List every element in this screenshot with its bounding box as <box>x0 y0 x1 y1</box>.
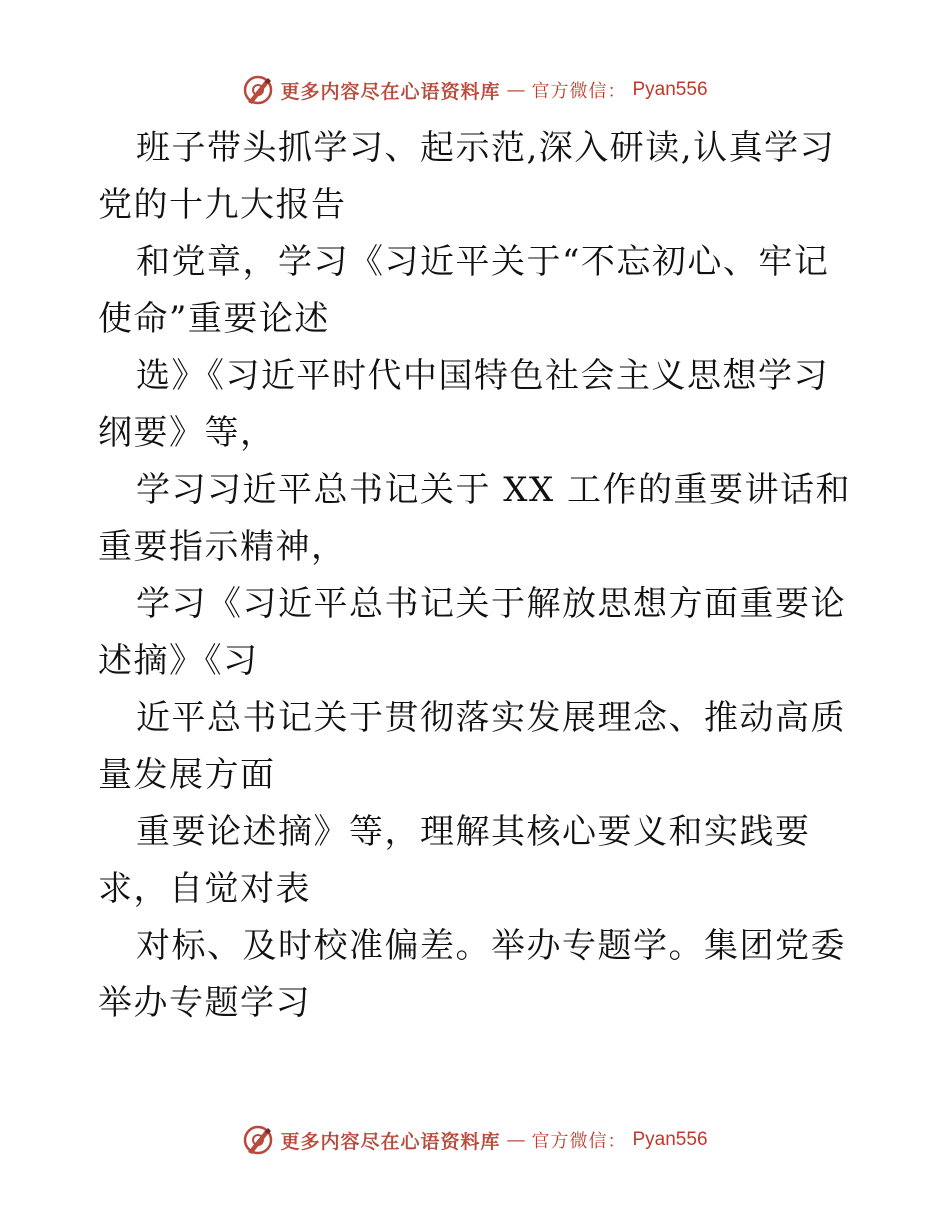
paragraph-2-rest: 命”重要论述 <box>133 299 330 339</box>
paragraph-8-rest: 办专题学习 <box>133 983 311 1023</box>
paragraph-8 <box>98 918 858 1032</box>
paragraph-6 <box>98 690 858 804</box>
paragraph-5-line: 学习《习近平总书记关于解放思想方面重要论述 <box>98 584 846 681</box>
header-wechat-id: Pyan556 <box>632 79 708 100</box>
paragraph-3 <box>98 348 858 462</box>
paragraph-5-rest: 摘》《习 <box>133 641 259 681</box>
document-body <box>98 120 858 1032</box>
header-wechat-label: 官方微信： <box>531 81 627 102</box>
paragraph-6-rest: 发展方面 <box>133 755 276 795</box>
pen-logo-icon <box>242 74 274 106</box>
paragraph-7 <box>98 804 858 918</box>
paragraph-1-rest: 的十九大报告 <box>133 185 347 225</box>
paragraph-1-line: 班子带头抓学习、起示范,深入研读,认真学习党 <box>98 128 836 225</box>
header-site-text: 更多内容尽在心语资料库 <box>280 80 501 103</box>
footer-dash: — <box>506 1129 526 1151</box>
paragraph-7-rest: 自觉对表 <box>169 869 311 909</box>
paragraph-3-rest: 要》等， <box>133 413 276 453</box>
header-dash: — <box>506 79 526 101</box>
paragraph-6-line: 近平总书记关于贯彻落实发展理念、推动高质量 <box>98 698 846 795</box>
footer-banner <box>0 1122 950 1158</box>
paragraph-4 <box>98 462 858 576</box>
paragraph-4-rest: 要指示精神， <box>133 527 347 567</box>
paragraph-1 <box>98 120 858 234</box>
paragraph-5 <box>98 576 858 690</box>
footer-wechat-label: 官方微信： <box>531 1131 627 1152</box>
paragraph-3-line: 选》《习近平时代中国特色社会主义思想学习纲 <box>98 356 829 453</box>
paragraph-2 <box>98 234 858 348</box>
footer-wechat-id: Pyan556 <box>632 1129 708 1150</box>
header-banner <box>0 72 950 108</box>
paragraph-7-line: 重要论述摘》等，理解其核心要义和实践要求， <box>98 812 811 909</box>
footer-site-text: 更多内容尽在心语资料库 <box>280 1130 501 1153</box>
pen-logo-icon <box>242 1124 274 1156</box>
paragraph-2-line: 和党章，学习《习近平关于“不忘初心、牢记使 <box>98 242 830 339</box>
paragraph-8-line: 对标、及时校准偏差。举办专题学。集团党委举 <box>98 926 846 1023</box>
paragraph-4-line: 学习习近平总书记关于 XX 工作的重要讲话和重 <box>98 470 852 567</box>
